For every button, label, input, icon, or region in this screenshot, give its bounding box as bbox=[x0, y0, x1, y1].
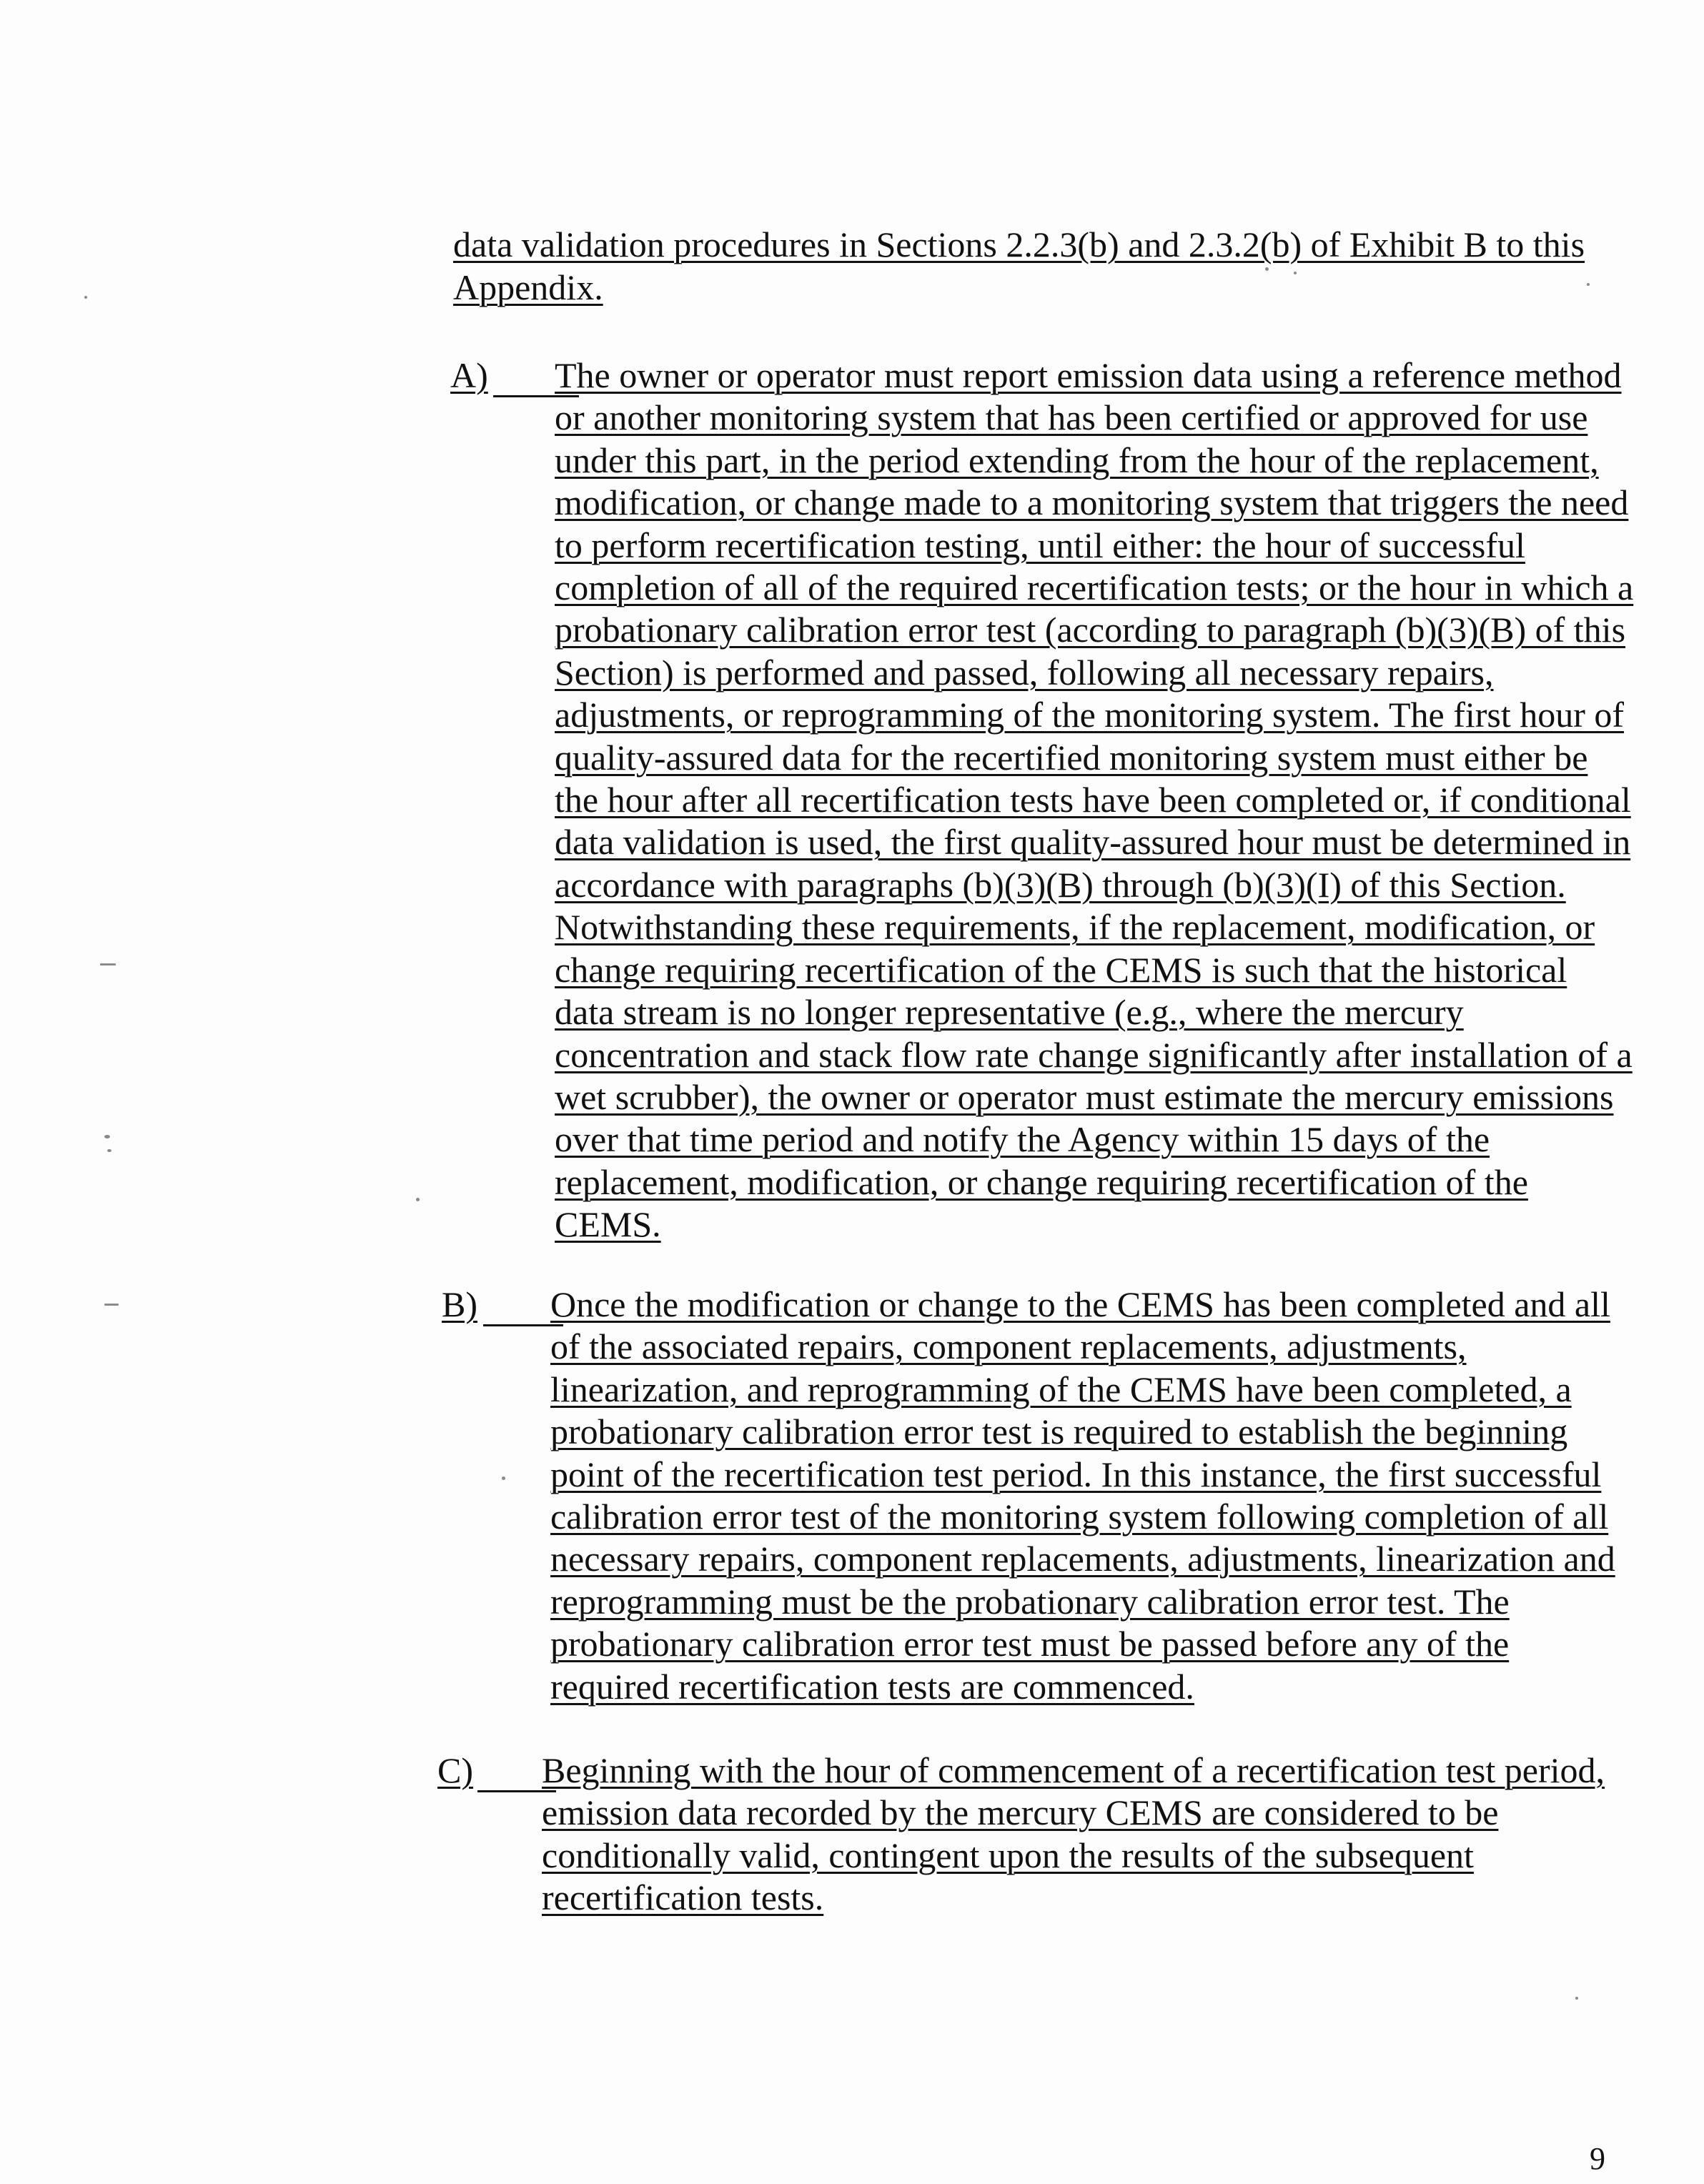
list-item-b bbox=[442, 1284, 1628, 1712]
page-number: 9 bbox=[1590, 2141, 1605, 2176]
scan-speck bbox=[1265, 267, 1269, 271]
item-label-b: B) bbox=[442, 1284, 477, 1324]
list-item-c bbox=[437, 1749, 1624, 1935]
scan-speck bbox=[107, 1149, 112, 1152]
scan-speck bbox=[104, 1135, 110, 1138]
scan-speck bbox=[104, 1304, 119, 1306]
scan-speck bbox=[1294, 272, 1297, 274]
item-text-b: Once the modification or change to the CEMS has been completed and all of the associated repairs, component replacements, adjustments, linearization, and reprogramming of the CEMS have been completed, a probationary calibration error test is required to establish the beginning point of the recertification test period. In this instance, the first successful calibration error test of the monitoring system following completion of all necessary repairs, component replacements, adjustments, linearization and reprogramming must be the probationary calibration error test. The probationary calibration error test must be passed before any of the required recertification tests are commenced. bbox=[550, 1284, 1615, 1707]
item-label-a: A) bbox=[450, 355, 488, 395]
scan-speck bbox=[84, 296, 87, 299]
list-item-a bbox=[450, 354, 1637, 1245]
scan-speck bbox=[416, 1198, 420, 1201]
scan-speck bbox=[100, 963, 116, 966]
item-text-c: Beginning with the hour of commencement of a recertification test period, emission data recorded by the mercury CEMS are considered to be conditionally valid, contingent upon the results of the subsequent recertification tests. bbox=[542, 1750, 1605, 1918]
scan-speck bbox=[502, 1476, 505, 1480]
intro-paragraph: data validation procedures in Sections 2.2.3(b) and 2.3.2(b) of Exhibit B to this Appendix. bbox=[453, 224, 1585, 307]
scan-speck bbox=[1575, 1997, 1578, 2000]
item-text-a: The owner or operator must report emission data using a reference method or another monitoring system that has been certified or approved for use under this part, in the period extending from the hour of the replacement, modification, or change made to a monitoring system that triggers the need to perform recertification testing, until either: the hour of successful completion of all of the required recertification tests; or the hour in which a probationary calibration error test (according to paragraph (b)(3)(B) of this Section) is performed and passed, following all necessary repairs, adjustments, or reprogramming of the monitoring system. The first hour of quality-assured data for the recertified monitoring system must either be the hour after all recertification tests have been completed or, if conditional data validation is used, the first quality-assured hour must be determined in accordance with paragraphs (b)(3)(B) through (b)(3)(I) of this Section. Notwithstanding these requirements, if the replacement, modification, or change requiring recertification of the CEMS is such that the historical data stream is no longer representative (e.g., where the mercury concentration and stack flow rate change significantly after installation of a wet scrubber), the owner or operator must estimate the mercury emissions over that time period and notify the Agency within 15 days of the replacement, modification, or change requiring recertification of the CEMS. bbox=[555, 355, 1634, 1245]
scan-speck bbox=[1587, 283, 1590, 286]
item-label-c: C) bbox=[437, 1750, 473, 1790]
